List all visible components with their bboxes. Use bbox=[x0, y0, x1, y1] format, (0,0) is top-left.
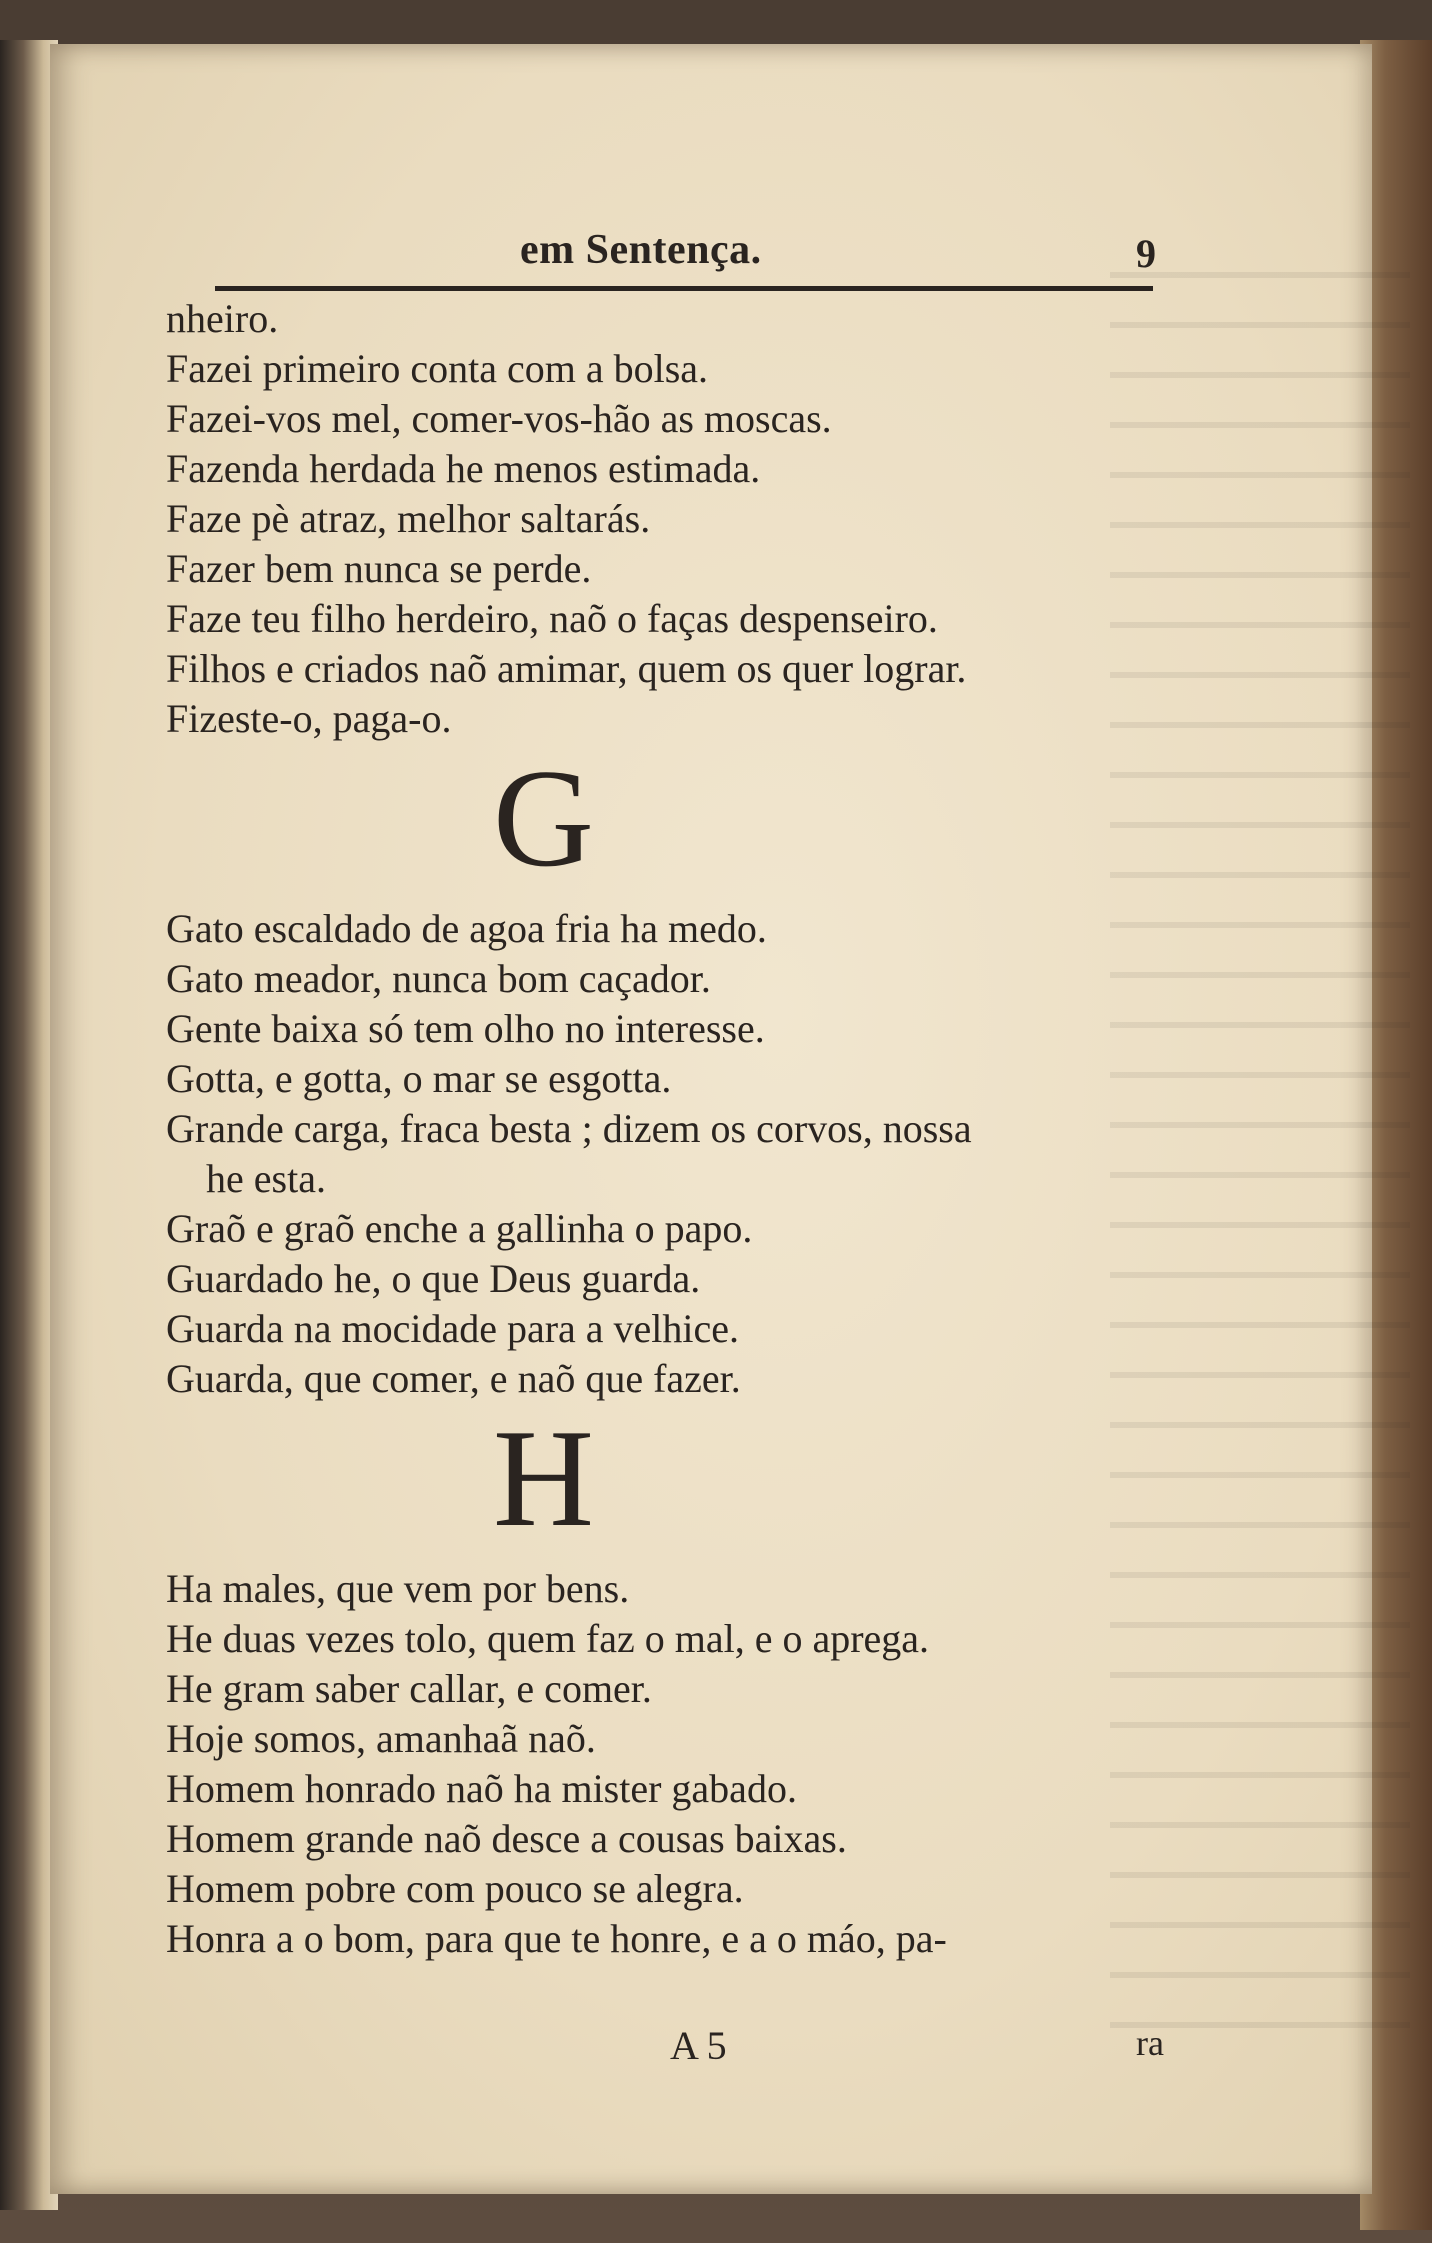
proverb-line: Homem honrado naõ ha mister gabado. bbox=[166, 1766, 797, 1811]
proverb-line: Gato escaldado de agoa fria ha medo. bbox=[166, 906, 767, 951]
proverb-list bbox=[166, 294, 1186, 1964]
proverb-line: Faze teu filho herdeiro, naõ o faças despenseiro. bbox=[166, 596, 938, 641]
proverb-line: Homem grande naõ desce a cousas baixas. bbox=[166, 1816, 847, 1861]
proverb-line: Fizeste-o, paga-o. bbox=[166, 696, 452, 741]
section-letter: G bbox=[492, 741, 595, 896]
catchword: ra bbox=[1136, 2023, 1164, 2063]
proverb-line: Filhos e criados naõ amimar, quem os quer lograr. bbox=[166, 646, 967, 691]
book-page bbox=[50, 44, 1372, 2194]
header-rule bbox=[215, 286, 1153, 291]
proverb-line: Guarda na mocidade para a velhice. bbox=[166, 1306, 740, 1351]
proverb-line: Fazei-vos mel, comer-vos-hão as moscas. bbox=[166, 396, 832, 441]
proverb-line: Hoje somos, amanhaã naõ. bbox=[166, 1716, 596, 1761]
proverb-line: He duas vezes tolo, quem faz o mal, e o aprega. bbox=[166, 1616, 930, 1661]
proverb-line: Gotta, e gotta, o mar se esgotta. bbox=[166, 1056, 672, 1101]
proverb-line: He gram saber callar, e comer. bbox=[166, 1666, 652, 1711]
proverb-line: Fazei primeiro conta com a bolsa. bbox=[166, 346, 709, 391]
proverb-line: Guarda, que comer, e naõ que fazer. bbox=[166, 1356, 741, 1401]
proverb-line: he esta. bbox=[206, 1156, 326, 1201]
section-letter: H bbox=[492, 1401, 595, 1556]
running-title: em Sentença. bbox=[520, 227, 762, 273]
proverb-line: Graõ e graõ enche a gallinha o papo. bbox=[166, 1206, 753, 1251]
proverb-line: Gato meador, nunca bom caçador. bbox=[166, 956, 711, 1001]
proverb-line: Homem pobre com pouco se alegra. bbox=[166, 1866, 744, 1911]
proverb-line: Fazenda herdada he menos estimada. bbox=[166, 446, 761, 491]
proverb-line: Honra a o bom, para que te honre, e a o máo, pa- bbox=[166, 1916, 947, 1961]
proverb-line: Fazer bem nunca se perde. bbox=[166, 546, 592, 591]
proverb-line: Gente baixa só tem olho no interesse. bbox=[166, 1006, 765, 1051]
page-number: 9 bbox=[1136, 231, 1156, 276]
proverb-line: nheiro. bbox=[166, 296, 279, 341]
proverb-line: Ha males, que vem por bens. bbox=[166, 1566, 630, 1611]
proverb-line: Grande carga, fraca besta ; dizem os corvos, nossa bbox=[166, 1106, 972, 1151]
signature-mark: A 5 bbox=[670, 2023, 727, 2068]
proverb-line: Faze pè atraz, melhor saltarás. bbox=[166, 496, 651, 541]
proverb-line: Guardado he, o que Deus guarda. bbox=[166, 1256, 701, 1301]
